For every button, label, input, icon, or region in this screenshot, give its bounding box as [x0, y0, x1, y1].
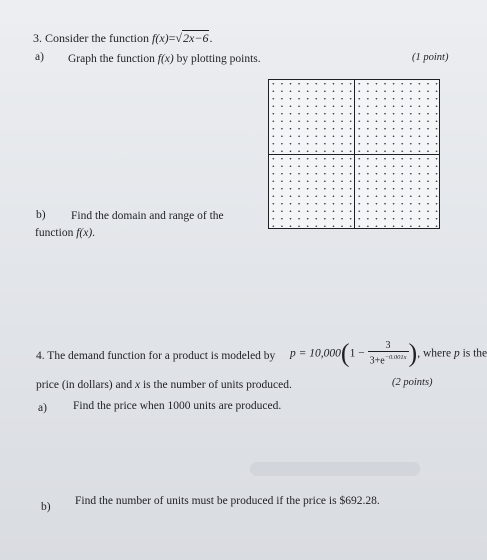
q3a-fx: f(x)	[157, 53, 174, 65]
q4-x-var: x	[135, 379, 141, 391]
q3-sqrt-symbol: √	[175, 31, 183, 45]
q4a-label: a)	[38, 402, 47, 414]
q4-frac-num: 3	[368, 340, 409, 352]
q4-left-paren: (	[340, 338, 350, 368]
q4-p-var: p	[453, 347, 460, 360]
coordinate-grid[interactable]	[268, 79, 440, 229]
q4-frac-den: 3+e	[369, 355, 385, 367]
q4-frac-den-wrap	[368, 352, 409, 367]
q4-line2	[36, 378, 292, 392]
q4-is-the: is the	[462, 347, 487, 360]
q3b-text-line2	[35, 226, 95, 240]
q4-demand-formula	[290, 340, 487, 370]
q3a-text-2: by plotting points.	[176, 53, 261, 65]
q3-radicand: 2x−6	[183, 31, 209, 45]
q3b-text-1: Find the domain and range of the	[71, 210, 224, 222]
q4b-text: Find the number of units must be produced if the price is $692.28.	[75, 495, 380, 507]
q4-line2-1: price (in dollars) and	[36, 379, 133, 391]
q3a-points: (1 point)	[412, 52, 449, 63]
q3b-fx: f(x)	[76, 227, 93, 239]
q3a-text	[68, 52, 261, 66]
q4b-label: b)	[41, 501, 51, 513]
q4-fraction	[368, 340, 409, 367]
q3b-period: .	[92, 227, 96, 239]
q4-line2-2: is the number of units produced.	[142, 379, 292, 391]
q4-frac-exp: −0.001x	[384, 354, 407, 361]
q4a-text: Find the price when 1000 units are produced.	[73, 400, 282, 412]
grid-y-axis	[354, 80, 355, 228]
q3-fx: f(x)	[151, 31, 169, 45]
q4-intro: 4. The demand function for a product is modeled by	[36, 350, 276, 362]
q3b-text-2: function	[35, 227, 74, 239]
q4-right-paren: )	[408, 338, 418, 368]
q3-equals: =	[168, 31, 176, 45]
bleed-through-smudge	[250, 462, 420, 476]
q4-p-eq: p = 10,000	[290, 347, 341, 360]
q3-heading	[33, 31, 212, 45]
q4-points: (2 points)	[392, 377, 433, 388]
q3a-text-1: Graph the function	[68, 53, 155, 65]
q4-after-formula: , where	[417, 347, 452, 360]
q4-one-minus: 1 −	[349, 347, 365, 360]
q3-period: .	[209, 31, 213, 45]
q3b-label: b)	[36, 209, 46, 221]
q3a-label: a)	[35, 51, 44, 63]
q3-intro: 3. Consider the function	[33, 31, 149, 45]
